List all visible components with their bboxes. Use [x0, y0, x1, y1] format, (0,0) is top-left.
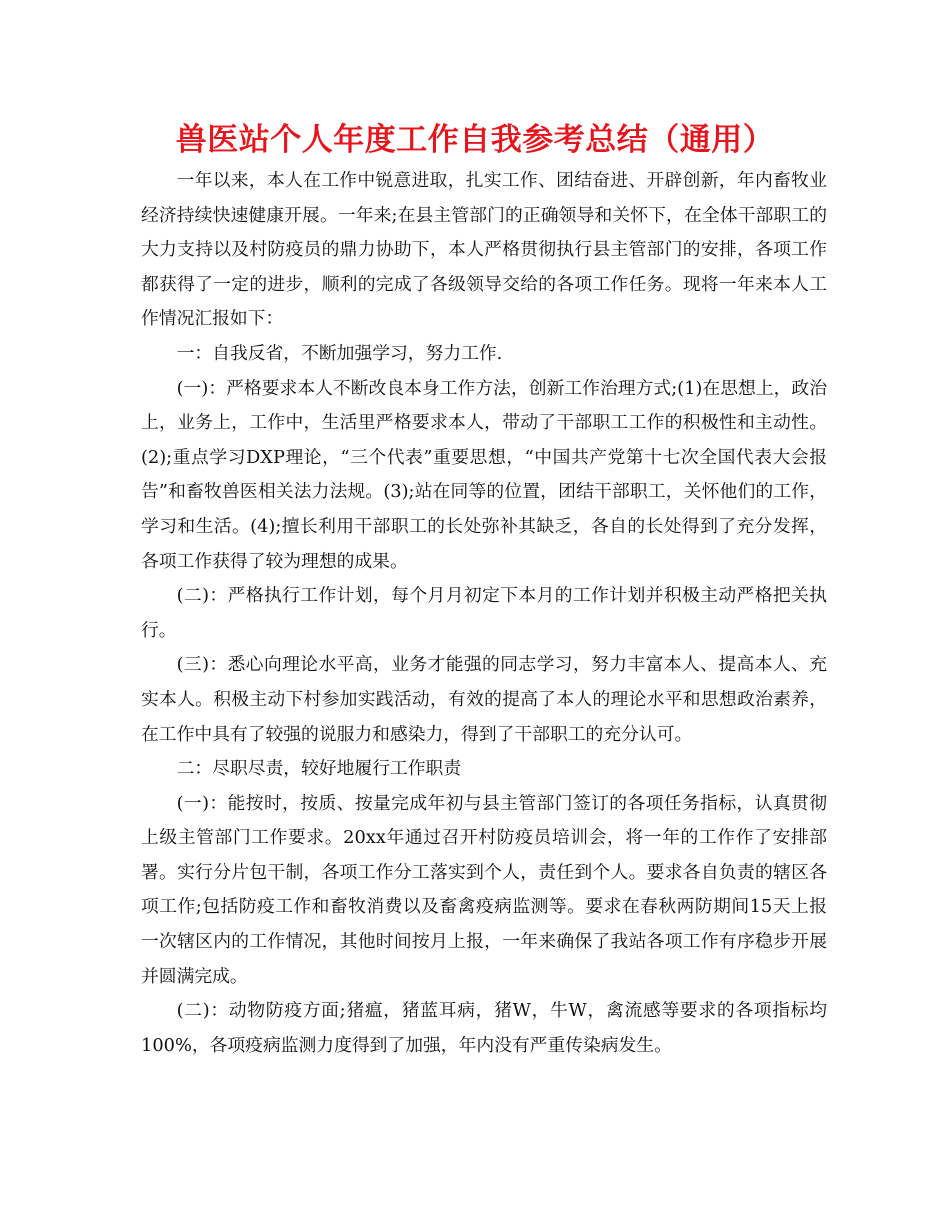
- section-heading-1: 一：自我反省，不断加强学习，努力工作.: [176, 342, 503, 364]
- paragraph-2-2: (二)：动物防疫方面;猪瘟，猪蓝耳病，猪W，牛W，禽流感等要求的各项指标均100%，各项疫病监测力度得到了加强，年内没有严重传染病发生。: [141, 1000, 827, 1056]
- paragraph-1-3: (三)：悉心向理论水平高，业务才能强的同志学习，努力丰富本人、提高本人、充实本人。积极主动下村参加实践活动，有效的提高了本人的理论水平和思想政治素养，在工作中具有了较强的说服力和感染力，得到了干部职工的充分认可。: [141, 654, 827, 745]
- paragraph-1-2: (二)：严格执行工作计划，每个月月初定下本月的工作计划并积极主动严格把关执行。: [141, 585, 827, 641]
- paragraph-1-1: (一)：严格要求本人不断改良本身工作方法，创新工作治理方式;(1)在思想上，政治上，业务上，工作中，生活里严格要求本人，带动了干部职工工作的积极性和主动性。(2);重点学习DXP理论，“三个代表”重要思想，“中国共产党第十七次全国代表大会报告”和畜牧兽医相关法力法规。(3);站在同等的位置，团结干部职工，关怀他们的工作，学习和生活。(4);擅长利用干部职工的长处弥补其缺乏，各自的长处得到了充分发挥，各项工作获得了较为理想的成果。: [141, 377, 827, 572]
- document-body: [141, 164, 827, 1063]
- paragraph-intro: 一年以来，本人在工作中锐意进取，扎实工作、团结奋进、开辟创新，年内畜牧业经济持续快速健康开展。一年来;在县主管部门的正确领导和关怀下，在全体干部职工的大力支持以及村防疫员的鼎力协助下，本人严格贯彻执行县主管部门的安排，各项工作都获得了一定的进步，顺利的完成了各级领导交给的各项工作任务。现将一年来本人工作情况汇报如下：: [141, 170, 827, 330]
- document-title: 兽医站个人年度工作自我参考总结（通用）: [175, 122, 775, 158]
- section-heading-2: 二：尽职尽责，较好地履行工作职责: [176, 758, 462, 780]
- paragraph-2-1: (一)：能按时，按质、按量完成年初与县主管部门签订的各项任务指标，认真贯彻上级主管部门工作要求。20xx年通过召开村防疫员培训会，将一年的工作作了安排部署。实行分片包干制，各项工作分工落实到个人，责任到个人。要求各自负责的辖区各项工作;包括防疫工作和畜牧消费以及畜禽疫病监测等。要求在春秋两防期间15天上报一次辖区内的工作情况，其他时间按月上报，一年来确保了我站各项工作有序稳步开展并圆满完成。: [141, 792, 827, 987]
